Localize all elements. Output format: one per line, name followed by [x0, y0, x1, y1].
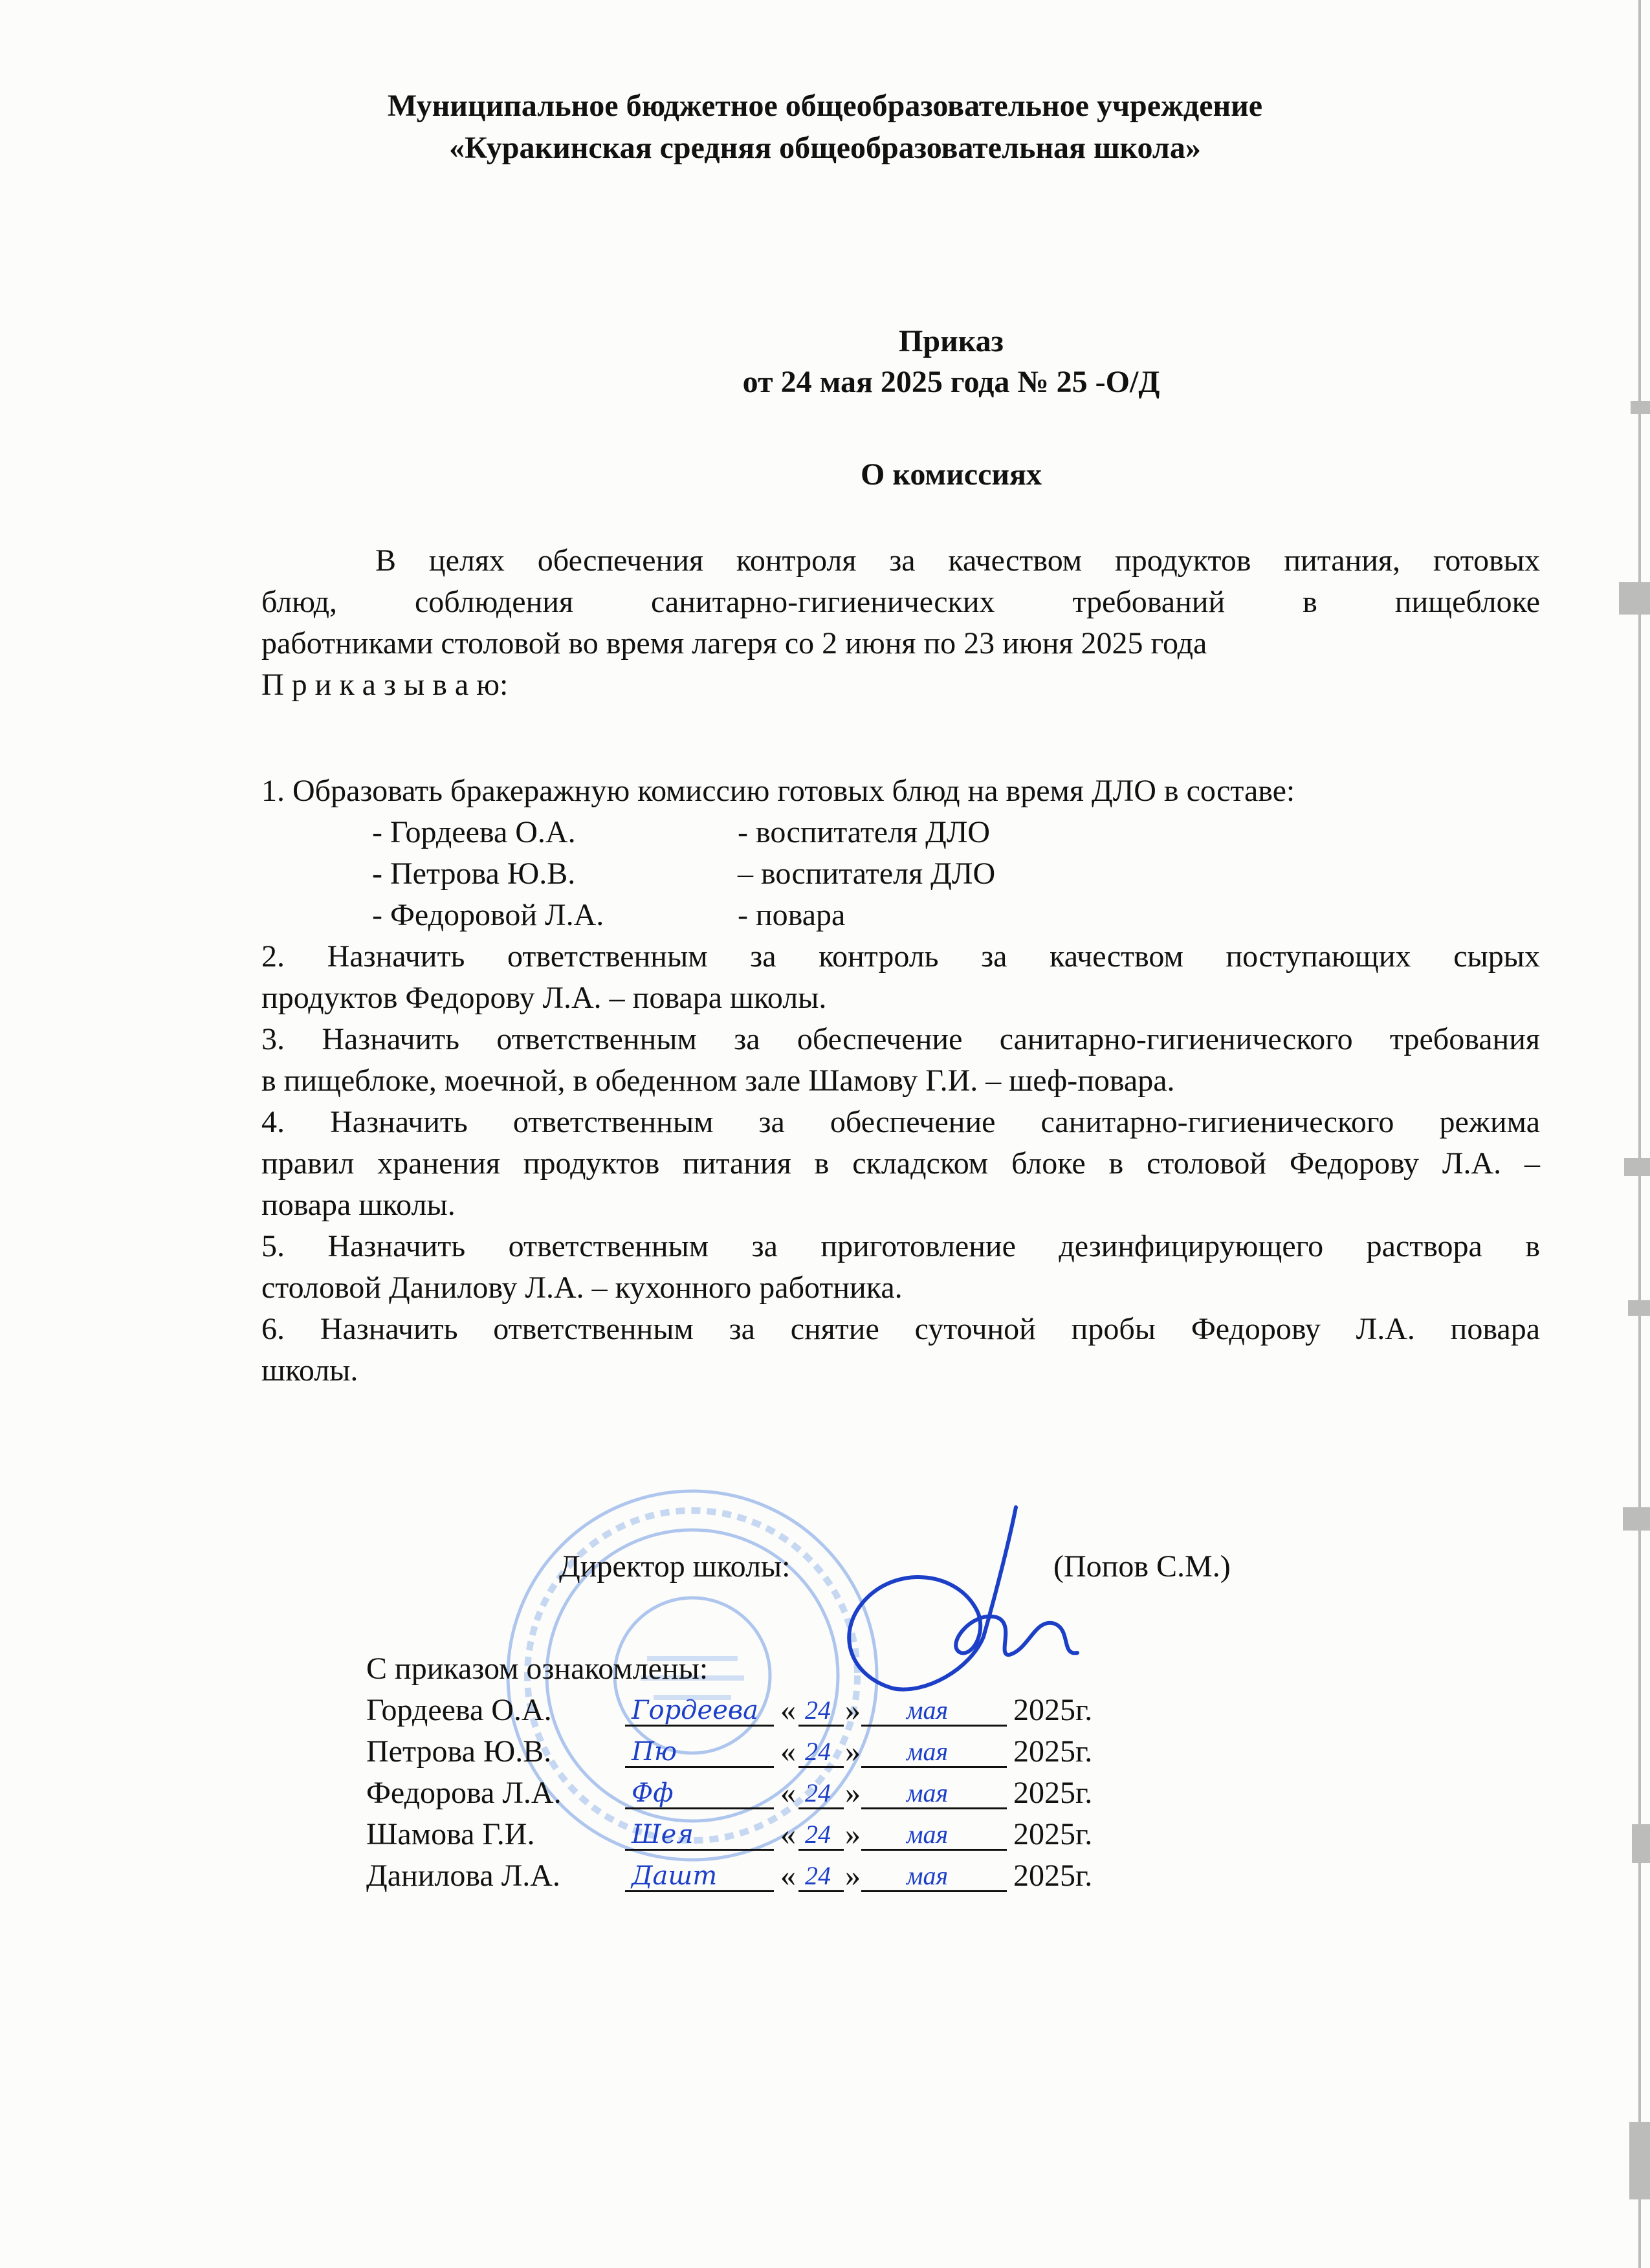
ack-year: 2025г.	[1013, 1776, 1093, 1810]
date-close-quote: »	[845, 1734, 861, 1769]
preamble-line: блюд, соблюдения санитарно-гигиенических требований в пищеблоке	[261, 585, 1540, 619]
handwritten-month: мая	[907, 1820, 949, 1849]
ack-name: Гордеева О.А.	[366, 1693, 552, 1727]
item-3: в пищеблоке, моечной, в обеденном зале Шамову Г.И. – шеф-повара.	[261, 1063, 1175, 1098]
member-name: - Петрова Ю.В.	[372, 856, 576, 891]
item-4: 4. Назначить ответственным за обеспечение санитарно-гигиенического режима	[261, 1105, 1540, 1139]
item-6: 6. Назначить ответственным за снятие суточной пробы Федорову Л.А. повара	[261, 1312, 1540, 1346]
item-2: продуктов Федорову Л.А. – повара школы.	[261, 981, 827, 1015]
handwritten-day: 24	[805, 1737, 831, 1766]
item-3: 3. Назначить ответственным за обеспечение санитарно-гигиенического требования	[261, 1022, 1540, 1056]
date-open-quote: «	[780, 1776, 796, 1810]
item-1: 1. Образовать бракеражную комиссию готовых блюд на время ДЛО в составе:	[261, 774, 1295, 808]
item-4: повара школы.	[261, 1188, 456, 1222]
handwritten-month: мая	[907, 1696, 949, 1725]
date-open-quote: «	[780, 1859, 796, 1893]
institution-name: Муниципальное бюджетное общеобразовательное учреждение	[387, 89, 1263, 123]
member-name: - Федоровой Л.А.	[372, 898, 604, 932]
ack-year: 2025г.	[1013, 1693, 1093, 1727]
date-close-quote: »	[845, 1859, 861, 1893]
ack-row	[366, 1772, 1207, 1814]
handwritten-signature: Дашт	[632, 1861, 718, 1891]
date-open-quote: «	[780, 1817, 796, 1851]
handwritten-month: мая	[907, 1778, 949, 1807]
member-name: - Гордеева О.А.	[372, 815, 576, 849]
director-name: (Попов С.М.)	[1053, 1549, 1231, 1584]
member-role: - воспитателя ДЛО	[738, 815, 991, 849]
ack-year: 2025г.	[1013, 1859, 1093, 1893]
order-subject: О комиссиях	[860, 457, 1042, 492]
preamble-line: работниками столовой во время лагеря со 2 июня по 23 июня 2025 года	[261, 626, 1207, 660]
order-date-number: от 24 мая 2025 года № 25 -О/Д	[742, 365, 1160, 399]
ack-name: Федорова Л.А.	[366, 1776, 562, 1810]
handwritten-month: мая	[907, 1861, 949, 1890]
item-6: школы.	[261, 1353, 358, 1388]
date-close-quote: »	[845, 1693, 861, 1727]
ack-year: 2025г.	[1013, 1817, 1093, 1851]
order-title: Приказ	[899, 324, 1004, 358]
ack-name: Шамова Г.И.	[366, 1817, 535, 1851]
handwritten-day: 24	[805, 1861, 831, 1890]
handwritten-day: 24	[805, 1696, 831, 1725]
director-signature	[822, 1501, 1094, 1714]
date-open-quote: «	[780, 1693, 796, 1727]
handwritten-signature: Пю	[632, 1737, 677, 1767]
ack-row	[366, 1690, 1207, 1731]
ack-row	[366, 1731, 1207, 1772]
ack-name: Петрова Ю.В.	[366, 1734, 552, 1769]
item-5: столовой Данилову Л.А. – кухонного работника.	[261, 1270, 903, 1305]
preamble-line: В целях обеспечения контроля за качеством продуктов питания, готовых	[375, 543, 1540, 578]
item-4: правил хранения продуктов питания в складском блоке в столовой Федорову Л.А. –	[261, 1146, 1540, 1181]
handwritten-day: 24	[805, 1820, 831, 1849]
ack-row	[366, 1814, 1207, 1855]
ack-row	[366, 1855, 1207, 1897]
school-name: «Куракинская средняя общеобразовательная школа»	[449, 131, 1201, 165]
order-word: П р и к а з ы в а ю:	[261, 668, 509, 702]
handwritten-signature: Фф	[632, 1778, 674, 1808]
item-5: 5. Назначить ответственным за приготовление дезинфицирующего раствора в	[261, 1229, 1540, 1263]
scan-edge-noise	[1605, 0, 1650, 2268]
handwritten-day: 24	[805, 1778, 831, 1807]
ack-heading: С приказом ознакомлены:	[366, 1652, 709, 1686]
handwritten-signature: Шея	[632, 1820, 694, 1849]
date-close-quote: »	[845, 1776, 861, 1810]
director-label: Директор школы:	[559, 1549, 791, 1584]
item-2: 2. Назначить ответственным за контроль за качеством поступающих сырых	[261, 939, 1540, 974]
ack-name: Данилова Л.А.	[366, 1859, 560, 1893]
handwritten-month: мая	[907, 1737, 949, 1766]
date-open-quote: «	[780, 1734, 796, 1769]
date-close-quote: »	[845, 1817, 861, 1851]
member-role: – воспитателя ДЛО	[738, 856, 996, 891]
handwritten-signature: Гордеева	[632, 1696, 758, 1725]
member-role: - повара	[738, 898, 846, 932]
ack-year: 2025г.	[1013, 1734, 1093, 1769]
